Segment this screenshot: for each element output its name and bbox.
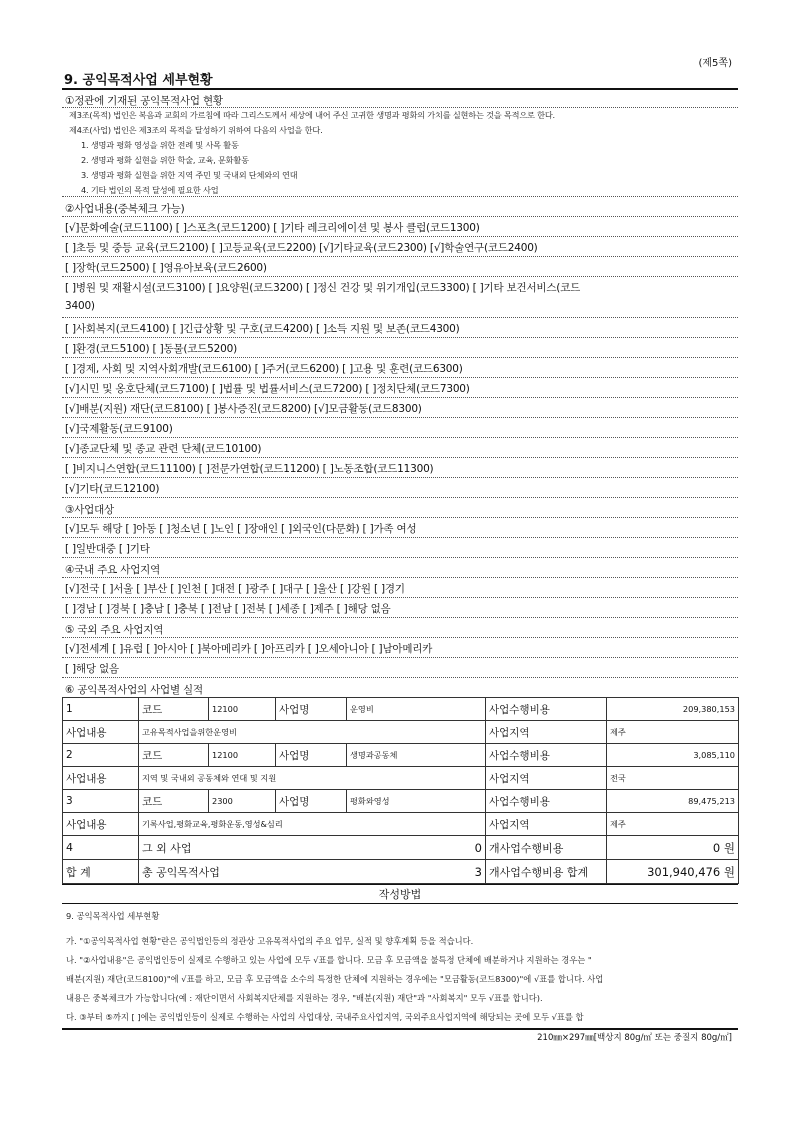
table-row (63, 813, 739, 836)
table-row (63, 698, 739, 721)
code-label: 코드 (139, 790, 209, 813)
guide-line: 내용은 중복체크가 가능합니다(예 : 재단이면서 사회복지단체를 지원하는 경우, "배분(지원) 재단"과 "사회복지" 모두 √표를 합니다). (66, 993, 543, 1003)
cost-value: 3,085,110 (607, 744, 739, 767)
form-frame (62, 88, 738, 885)
s3-line: [ ]일반대중 [ ]기타 (65, 543, 150, 555)
name-label: 사업명 (276, 744, 347, 767)
table-row (63, 744, 739, 767)
row-number: 2 (63, 744, 139, 767)
guide-line: 배분(지원) 재단(코드8100)"에 √표를 하고, 모금 후 모금액을 소수의 특정한 단체에 지원하는 경우에는 "모금활동(코드8300)"에 √표를 합니다. 사업 (66, 974, 604, 984)
s4-line-row (62, 578, 738, 598)
performance-table (62, 697, 739, 884)
other-cost-label (486, 836, 607, 860)
cost-label: 사업수행비용 (486, 744, 607, 767)
guide-line: 다. ③부터 ⑤까지 [ ]에는 공익법인등이 실제로 수행하는 사업의 사업대상, 국내주요사업지역, 국외주요사업지역에 해당되는 곳에 모두 √표를 합 (66, 1012, 584, 1022)
s2-line-row (62, 217, 738, 237)
s3-line: [√]모두 해당 [ ]아동 [ ]청소년 [ ]노인 [ ]장애인 [ ]외국인(다문화) [ ]가족 여성 (65, 523, 417, 535)
row-number: 1 (63, 698, 139, 721)
other-count: 0 (276, 836, 486, 860)
s2-line: [ ]병원 및 재활시설(코드3100) [ ]요양원(코드3200) [ ]정신 건강 및 위기개입(코드3300) [ ]기타 보건서비스(코드 (65, 282, 581, 294)
region-value: 제주 (607, 721, 739, 744)
code-label: 코드 (139, 744, 209, 767)
guide-header: 작성방법 (62, 882, 738, 904)
s2-line-row (62, 338, 738, 358)
region-value: 제주 (607, 813, 739, 836)
content-label: 사업내용 (63, 767, 139, 790)
s3-line-row (62, 538, 738, 558)
guide-line: 9. 공익목적사업 세부현황 (66, 911, 160, 921)
s3-header-row (62, 498, 738, 518)
s3-header: ③사업대상 (65, 504, 114, 516)
s4-header: ④국내 주요 사업지역 (65, 564, 161, 576)
code-value: 2300 (209, 790, 276, 813)
s1-line: 3. 생명과 평화 실현을 위한 지역 주민 및 국내외 단체와의 연대 (81, 170, 298, 180)
table-row (63, 790, 739, 813)
cost-label: 사업수행비용 (486, 698, 607, 721)
s2-line-row (62, 318, 738, 338)
other-number: 4 (63, 836, 139, 860)
other-cost-label-text: 사업수행비용 (499, 841, 564, 855)
s2-line-row (62, 458, 738, 478)
name-label: 사업명 (276, 698, 347, 721)
s2-line: [ ]환경(코드5100) [ ]동물(코드5200) (65, 343, 237, 355)
total-cost: 301,940,476 원 (607, 860, 739, 884)
row-number: 3 (63, 790, 139, 813)
s5-line: [ ]해당 없음 (65, 663, 119, 675)
content-value: 기록사업,평화교육,평화운동,영성&심리 (139, 813, 486, 836)
total-cost-label-text: 사업수행비용 합계 (499, 865, 589, 879)
total-name: 총 공익목적사업 (139, 860, 276, 884)
content-label: 사업내용 (63, 813, 139, 836)
other-cost: 0 원 (607, 836, 739, 860)
table-row-total (63, 860, 739, 884)
s1-line: 1. 생명과 평화 영성을 위한 전례 및 사목 활동 (81, 140, 239, 150)
name-label: 사업명 (276, 790, 347, 813)
s6-header: ⑥ 공익목적사업의 사업별 실적 (65, 684, 203, 696)
cost-value: 89,475,213 (607, 790, 739, 813)
s2-line: [√]종교단체 및 종교 관련 단체(코드10100) (65, 443, 262, 455)
s4-line-row (62, 598, 738, 618)
s2-line: [ ]비지니스연합(코드11100) [ ]전문가연합(코드11200) [ ]노동조합(코드11300) (65, 463, 434, 475)
region-label: 사업지역 (486, 721, 607, 744)
name-value: 운영비 (347, 698, 486, 721)
s2-line-row (62, 478, 738, 498)
s2-line-row (62, 418, 738, 438)
total-cost-label (486, 860, 607, 884)
s4-line: [ ]경남 [ ]경북 [ ]충남 [ ]충북 [ ]전남 [ ]전북 [ ]세종 [ ]제주 [ ]해당 없음 (65, 603, 391, 615)
s2-line-row (62, 378, 738, 398)
s2-line: 3400) (65, 300, 95, 312)
s2-line: [ ]사회복지(코드4100) [ ]긴급상황 및 구호(코드4200) [ ]소득 지원 및 보존(코드4300) (65, 323, 460, 335)
section-title: 9. 공익목적사업 세부현황 (64, 73, 213, 88)
s4-header-row (62, 558, 738, 578)
s1-line: 제3조(목적) 법인은 복음과 교회의 가르침에 따라 그리스도께서 세상에 내어 주신 고귀한 생명과 평화의 가치를 실현하는 것을 목적으로 한다. (69, 110, 555, 120)
s1-header: ①정관에 기재된 공익목적사업 현황 (65, 95, 223, 107)
total-unit: 개 (489, 865, 500, 879)
region-label: 사업지역 (486, 813, 607, 836)
paper-spec: 210㎜×297㎜[백상지 80g/㎡ 또는 중질지 80g/㎡] (537, 1033, 732, 1043)
s2-line-row (62, 358, 738, 378)
s2-line: [ ]장학(코드2500) [ ]영유아보육(코드2600) (65, 262, 267, 274)
s2-line-row (62, 237, 738, 257)
s2-line-row (62, 277, 738, 318)
guide-line: 가. "①공익목적사업 현황"란은 공익법인등의 정관상 고유목적사업의 주요 업무, 실적 및 향후계획 등을 적습니다. (66, 936, 474, 946)
page-number: (제5쪽) (698, 58, 732, 69)
code-value: 12100 (209, 744, 276, 767)
s1-line: 제4조(사업) 법인은 제3조의 목적을 달성하기 위하여 다음의 사업을 한다. (69, 125, 323, 135)
s5-line-row (62, 638, 738, 658)
s1-content (62, 108, 738, 197)
total-label: 합 계 (63, 860, 139, 884)
s2-line-row (62, 398, 738, 418)
bottom-rule (62, 1028, 738, 1030)
s2-header: ②사업내용(중복체크 가능) (65, 203, 185, 215)
s3-line-row (62, 518, 738, 538)
name-value: 평화와영성 (347, 790, 486, 813)
region-value: 전국 (607, 767, 739, 790)
s4-line: [√]전국 [ ]서울 [ ]부산 [ ]인천 [ ]대전 [ ]광주 [ ]대구 [ ]울산 [ ]강원 [ ]경기 (65, 583, 405, 595)
code-value: 12100 (209, 698, 276, 721)
s2-line: [ ]경제, 사회 및 지역사회개발(코드6100) [ ]주거(코드6200) [ ]고용 및 훈련(코드6300) (65, 363, 463, 375)
code-label: 코드 (139, 698, 209, 721)
s5-line-row (62, 658, 738, 678)
s5-header-row (62, 618, 738, 638)
s5-line: [√]전세계 [ ]유럽 [ ]아시아 [ ]북아메리카 [ ]아프리카 [ ]오세아니아 [ ]남아메리카 (65, 643, 433, 655)
s2-line: [√]기타(코드12100) (65, 483, 160, 495)
s2-line: [√]배분(지원) 재단(코드8100) [ ]봉사증진(코드8200) [√]모금활동(코드8300) (65, 403, 422, 415)
cost-label: 사업수행비용 (486, 790, 607, 813)
name-value: 생명과공동체 (347, 744, 486, 767)
region-label: 사업지역 (486, 767, 607, 790)
content-label: 사업내용 (63, 721, 139, 744)
s1-line: 2. 생명과 평화 실현을 위한 학술, 교육, 문화활동 (81, 155, 249, 165)
table-row (63, 721, 739, 744)
s2-line: [ ]초등 및 중등 교육(코드2100) [ ]고등교육(코드2200) [√]기타교육(코드2300) [√]학술연구(코드2400) (65, 242, 538, 254)
s2-line: [√]국제활동(코드9100) (65, 423, 173, 435)
s2-line: [√]시민 및 옹호단체(코드7100) [ ]법률 및 법률서비스(코드7200) [ ]정치단체(코드7300) (65, 383, 470, 395)
s2-line: [√]문화예술(코드1100) [ ]스포츠(코드1200) [ ]기타 레크리에이션 및 봉사 클럽(코드1300) (65, 222, 480, 234)
s2-header-row (62, 197, 738, 217)
cost-value: 209,380,153 (607, 698, 739, 721)
table-row-other (63, 836, 739, 860)
s2-line-row (62, 257, 738, 277)
total-count: 3 (276, 860, 486, 884)
content-value: 고유목적사업을위한운영비 (139, 721, 486, 744)
other-label: 그 외 사업 (139, 836, 276, 860)
other-unit: 개 (489, 841, 500, 855)
s2-line-row (62, 438, 738, 458)
guide-line: 나. "②사업내용"은 공익법인등이 실제로 수행하고 있는 사업에 모두 √표를 합니다. 모금 후 모금액을 불특정 단체에 배분하거나 지원하는 경우는 " (66, 955, 592, 965)
s1-header-row (62, 90, 738, 108)
s5-header: ⑤ 국외 주요 사업지역 (65, 624, 164, 636)
table-row (63, 767, 739, 790)
content-value: 지역 및 국내외 공동체와 연대 및 지원 (139, 767, 486, 790)
s1-line: 4. 기타 법인의 목적 달성에 필요한 사업 (81, 185, 219, 195)
